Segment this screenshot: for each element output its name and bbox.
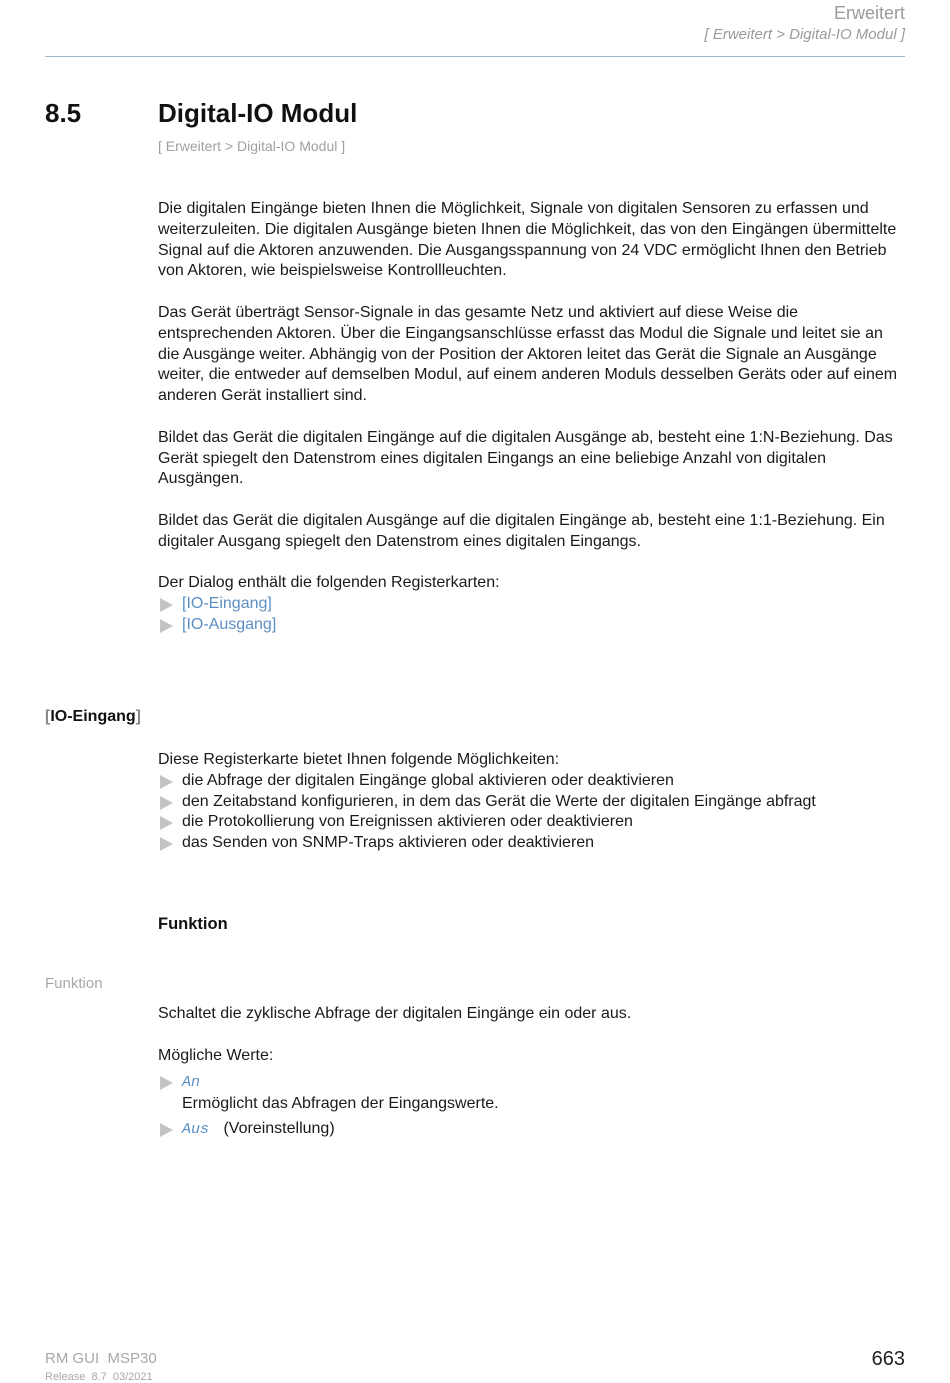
list-item-text: das Senden von SNMP-Traps aktivieren oder deaktivieren <box>182 834 595 852</box>
bullet-triangle-icon <box>160 1076 173 1090</box>
function-heading: Funktion <box>158 915 228 933</box>
tab-link-label[interactable]: [IO-Eingang] <box>182 595 272 613</box>
io-eingang-heading <box>45 708 141 726</box>
values-lead: Mögliche Werte: <box>158 1046 274 1064</box>
io-eingang-body <box>158 750 908 854</box>
bullet-triangle-icon <box>160 619 173 633</box>
values-list <box>158 1072 908 1140</box>
function-description: Schaltet die zyklische Abfrage der digitalen Eingänge ein oder aus. <box>158 1005 632 1022</box>
section-number: 8.5 <box>45 98 82 128</box>
function-body <box>158 1004 908 1141</box>
tab-link-io-ausgang[interactable] <box>158 615 908 636</box>
footer-document-name: RM GUI MSP30 <box>45 1350 157 1367</box>
value-name: An <box>182 1074 201 1092</box>
intro-paragraph: Die digitalen Eingänge bieten Ihnen die Möglichkeit, Signale von digitalen Sensoren zu erfassen und weiterzuleiten. Die digitalen Ausgänge bieten Ihnen die Möglichkeit, das von den Eingängen übermittelte Signal auf die Aktoren anzuwenden. Die Ausgangsspannung von 24 VDC ermöglicht Ihnen den Betrieb von Aktoren, wie beispielsweise Kontrollleuchten. <box>158 200 897 280</box>
tab-link-io-eingang[interactable] <box>158 594 908 615</box>
footer-release: Release 8.7 03/2021 <box>45 1371 153 1383</box>
value-name: Aus <box>182 1120 210 1138</box>
intro-paragraph: Bildet das Gerät die digitalen Ausgänge auf die digitalen Eingänge ab, besteht eine 1:1-Beziehung. Ein digitaler Ausgang spiegelt den Datenstrom eines digitalen Eingangs. <box>158 511 885 550</box>
header-divider <box>45 56 905 57</box>
section-title: Digital-IO Modul <box>158 98 358 128</box>
bullet-triangle-icon <box>160 775 173 789</box>
tab-link-label[interactable]: [IO-Ausgang] <box>182 615 277 633</box>
value-description: Ermöglicht das Abfragen der Eingangswerte. <box>182 1095 499 1113</box>
list-item-text: die Abfrage der digitalen Eingänge global aktivieren oder deaktivieren <box>182 771 674 789</box>
list-item <box>158 812 908 833</box>
value-item-aus <box>158 1119 908 1141</box>
bullet-triangle-icon <box>160 1123 173 1137</box>
list-item-text: die Protokollierung von Ereignissen aktivieren oder deaktivieren <box>182 813 633 831</box>
intro-paragraph: Bildet das Gerät die digitalen Eingänge auf die digitalen Ausgänge ab, besteht eine 1:N-Beziehung. Das Gerät spiegelt den Datenstrom eines digitalen Eingangs an eine beliebige Anzahl von digitalen Ausgängen. <box>158 428 893 488</box>
bullet-triangle-icon <box>160 816 173 830</box>
bullet-triangle-icon <box>160 837 173 851</box>
list-item-text: den Zeitabstand konfigurieren, in dem das Gerät die Werte der digitalen Eingänge abfragt <box>182 792 816 810</box>
list-item <box>158 833 908 854</box>
io-eingang-lead: Diese Registerkarte bietet Ihnen folgende Möglichkeiten: <box>158 751 560 768</box>
io-eingang-heading-label: IO-Eingang <box>50 708 136 725</box>
intro-paragraph: Das Gerät überträgt Sensor-Signale in das gesamte Netz und aktiviert auf diese Weise die entsprechenden Aktoren. Über die Eingangsanschlüsse erfasst das Modul die Signale und leitet sie an die Ausgänge weiter. Abhängig von der Position der Aktoren leitet das Gerät die Signale an Ausgänge weiter, die entweder auf demselben Modul, auf einem anderen Moduls desselben Geräts oder auf einem anderen Gerät installiert sind. <box>158 303 898 405</box>
tabs-list <box>158 594 908 636</box>
bracket-close: ] <box>135 708 141 725</box>
intro-body <box>158 199 908 636</box>
running-header-breadcrumb: [ Erweitert > Digital-IO Modul ] <box>704 26 905 43</box>
function-side-label: Funktion <box>45 975 103 992</box>
list-item <box>158 771 908 792</box>
tabs-lead: Der Dialog enthält die folgenden Registerkarten: <box>158 574 500 592</box>
value-item-an <box>158 1072 908 1115</box>
page-number: 663 <box>871 1348 905 1370</box>
running-header-title: Erweitert <box>833 3 905 23</box>
bullet-triangle-icon <box>160 796 173 810</box>
io-eingang-list <box>158 771 908 854</box>
section-breadcrumb: [ Erweitert > Digital-IO Modul ] <box>158 138 346 154</box>
value-description: (Voreinstellung) <box>223 1119 335 1137</box>
bullet-triangle-icon <box>160 598 173 612</box>
bracket-open: [ <box>45 708 51 725</box>
list-item <box>158 792 908 813</box>
